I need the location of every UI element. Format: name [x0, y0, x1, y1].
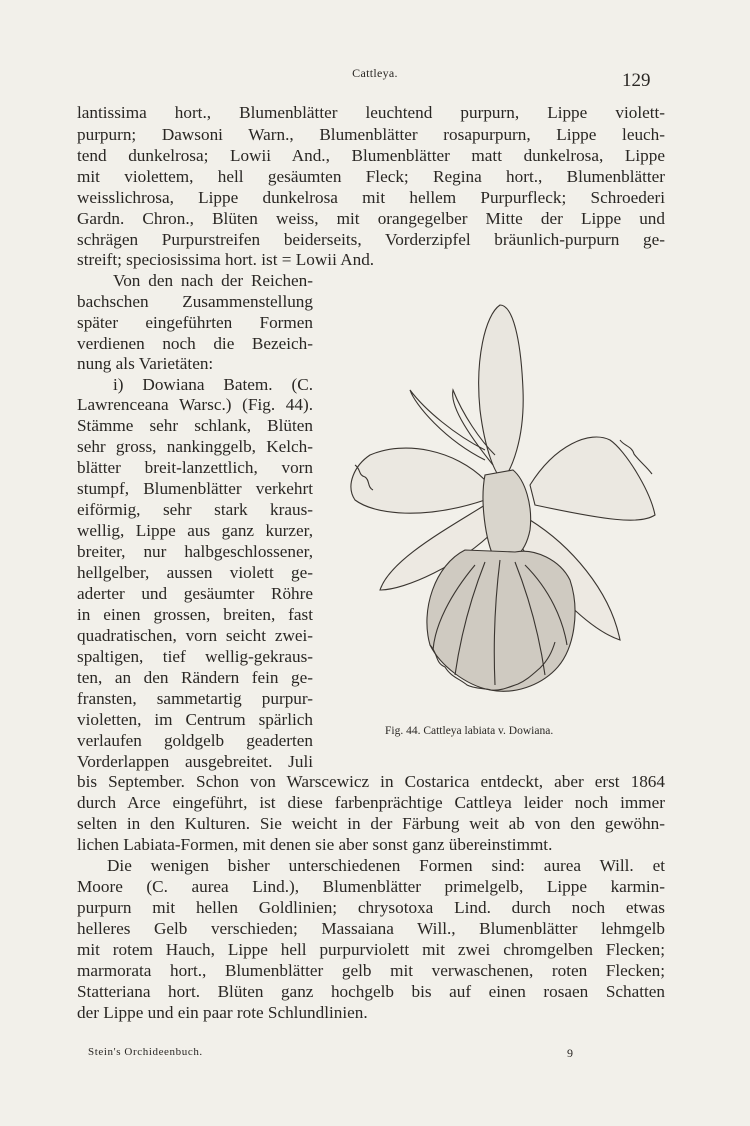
body-line: Stämme sehr schlank, Blüten [77, 416, 313, 435]
body-line: hellgelber, aussen violett ge- [77, 563, 313, 582]
body-line: ten, an den Rändern fein ge- [77, 668, 313, 687]
body-line: weisslichrosa, Lippe dunkelrosa mit hellem Purpurfleck; Schroederi [77, 188, 665, 207]
body-line: blätter breit-lanzettlich, vorn [77, 458, 313, 477]
body-line: sehr gross, nankinggelb, Kelch- [77, 437, 313, 456]
body-line: in einen grossen, breiten, fast [77, 605, 313, 624]
running-head: Cattleya. [352, 66, 398, 80]
body-line: lichen Labiata-Formen, mit denen sie aber sonst ganz übereinstimmt. [77, 835, 553, 854]
dorsal-sepal [479, 305, 523, 480]
body-line: Gardn. Chron., Blüten weiss, mit orangegelber Mitte der Lippe und [77, 209, 665, 228]
body-line: Lawrenceana Warsc.) (Fig. 44). [77, 395, 313, 414]
body-line: violetten, im Centrum spärlich [77, 710, 313, 729]
body-line: wellig, Lippe aus ganz kurzer, [77, 521, 313, 540]
body-line: mit violettem, hell gesäumten Fleck; Regina hort., Blumenblätter [77, 167, 665, 186]
lip [427, 550, 575, 691]
body-line: bis September. Schon von Warscewicz in Costarica entdeckt, aber erst 1864 [77, 772, 665, 791]
orchid-illustration [335, 290, 665, 720]
body-line: bachschen Zusammenstellung [77, 292, 313, 311]
variety-heading: i) Dowiana Batem. (C. [113, 375, 313, 394]
body-line: Moore (C. aurea Lind.), Blumenblätter primelgelb, Lippe karmin- [77, 877, 665, 896]
body-line: schrägen Purpurstreifen beiderseits, Vorderzipfel bräunlich-purpurn ge- [77, 230, 665, 249]
page-number: 129 [622, 70, 651, 91]
right-petal [530, 437, 655, 520]
column [483, 470, 531, 561]
body-line: Statteriana hort. Blüten ganz hochgelb bis auf einen rosaen Schatten [77, 982, 665, 1001]
body-line: breiter, nur halbgeschlossener, [77, 542, 313, 561]
body-line: Vorderlappen ausgebreitet. Juli [77, 752, 313, 771]
body-line: aderter und gesäumter Röhre [77, 584, 313, 603]
body-line: streift; speciosissima hort. ist = Lowii And. [77, 250, 375, 269]
body-line: mit rotem Hauch, Lippe hell purpurviolett mit zwei chromgelben Flecken; [77, 940, 665, 959]
body-line: purpurn mit hellen Goldlinien; chrysotoxa Lind. durch noch etwas [77, 898, 665, 917]
body-line: später eingeführten Formen [77, 313, 313, 332]
body-line: eiförmig, sehr stark kraus- [77, 500, 313, 519]
body-line: verlaufen goldgelb geaderten [77, 731, 313, 750]
body-line: fransten, sammetartig purpur- [77, 689, 313, 708]
body-line: lantissima hort., Blumenblätter leuchtend purpurn, Lippe violett- [77, 103, 665, 122]
body-line: nung als Varietäten: [77, 354, 214, 373]
body-line: der Lippe und ein paar rote Schlundlinien. [77, 1003, 368, 1022]
left-petal [351, 448, 485, 513]
figure-caption: Fig. 44. Cattleya labiata v. Dowiana. [385, 725, 554, 737]
body-line: verdienen noch die Bezeich- [77, 334, 313, 353]
body-line: spaltigen, tief wellig-gekraus- [77, 647, 313, 666]
body-line: purpurn; Dawsoni Warn., Blumenblätter rosapurpurn, Lippe leuch- [77, 125, 665, 144]
footer-book-title: Stein's Orchideenbuch. [88, 1046, 203, 1058]
footer-signature: 9 [567, 1046, 573, 1060]
body-line: Die wenigen bisher unterschiedenen Formen sind: aurea Will. et [107, 856, 665, 875]
body-line: durch Arce eingeführt, ist diese farbenprächtige Cattleya leider noch immer [77, 793, 665, 812]
body-line: helleres Gelb verschieden; Massaiana Will., Blumenblätter lehmgelb [77, 919, 665, 938]
body-line: stumpf, Blumenblätter verkehrt [77, 479, 313, 498]
body-line: Von den nach der Reichen- [113, 271, 313, 290]
body-line: quadratischen, vorn seicht zwei- [77, 626, 313, 645]
body-line: tend dunkelrosa; Lowii And., Blumenblätter matt dunkelrosa, Lippe [77, 146, 665, 165]
body-line: selten in den Kulturen. Sie weicht in der Färbung weit ab von den gewöhn- [77, 814, 665, 833]
body-line: marmorata hort., Blumenblätter gelb mit verwaschenen, roten Flecken; [77, 961, 665, 980]
